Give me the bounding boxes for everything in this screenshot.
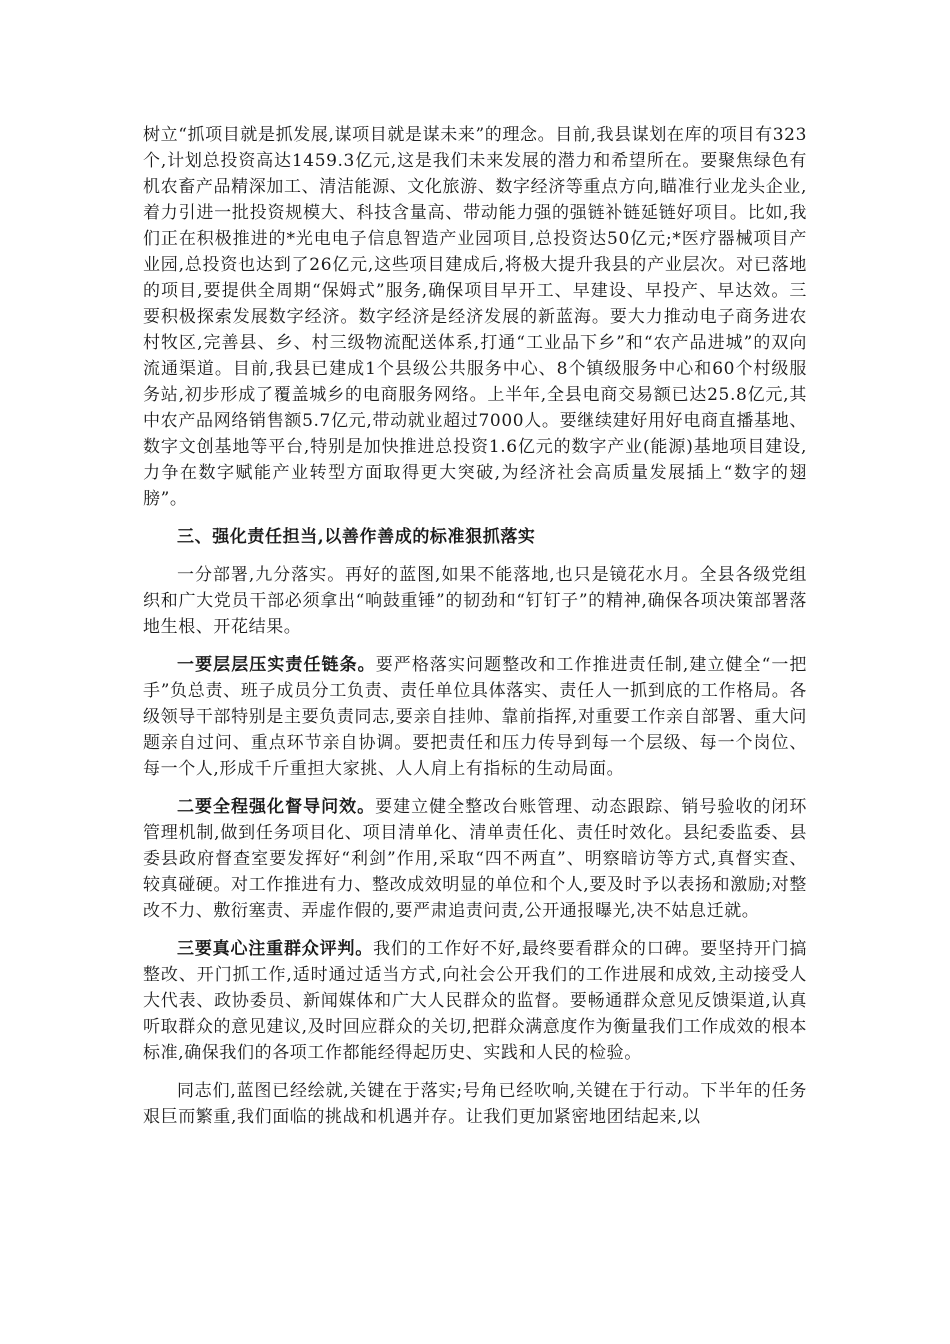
paragraph-lead: 三要真心注重群众评判。 <box>177 939 374 959</box>
paragraph-implementation: 一分部署,九分落实。再好的蓝图,如果不能落地,也只是镜花水月。全县各级党组织和广大党员干部必须拿出“响鼓重锤”的韧劲和“钉钉子”的精神,确保各项决策部署落地生根、开花结果。 <box>143 565 807 637</box>
paragraph-supervision <box>143 794 807 924</box>
paragraph-body: 我们的工作好不好,最终要看群众的口碑。要坚持开门搞整改、开门抓工作,适时通过适当方式,向社会公开我们的工作进展和成效,主动接受人大代表、政协委员、新闻媒体和广大人民群众的监督。要畅通群众意见反馈渠道,认真听取群众的意见建议,及时回应群众的关切,把群众满意度作为衡量我们工作成效的根本标准,确保我们的各项工作都能经得起历史、实践和人民的检验。 <box>143 939 808 1063</box>
document-page <box>143 122 807 1142</box>
paragraph-public-evaluation <box>143 936 807 1066</box>
section-heading-3: 三、强化责任担当,以善作善成的标准狠抓落实 <box>177 527 536 547</box>
paragraph-lead: 一要层层压实责任链条。 <box>177 655 376 675</box>
paragraph-closing: 同志们,蓝图已经绘就,关键在于落实;号角已经吹响,关键在于行动。下半年的任务艰巨而繁重,我们面临的挑战和机遇并存。让我们更加紧密地团结起来,以 <box>143 1081 807 1127</box>
paragraph-projects: 树立“抓项目就是抓发展,谋项目就是谋未来”的理念。目前,我县谋划在库的项目有323个,计划总投资高达1459.3亿元,这是我们未来发展的潜力和希望所在。要聚焦绿色有机农畜产品精深加工、清洁能源、文化旅游、数字经济等重点方向,瞄准行业龙头企业,着力引进一批投资规模大、科技含量高、带动能力强的强链补链延链好项目。比如,我们正在积极推进的*光电电子信息智造产业园项目,总投资达50亿元;*医疗器械项目产业园,总投资也达到了26亿元,这些项目建成后,将极大提升我县的产业层次。对已落地的项目,要提供全周期“保姆式”服务,确保项目早开工、早建设、早投产、早达效。三要积极探索发展数字经济。数字经济是经济发展的新蓝海。要大力推动电子商务进农村牧区,完善县、乡、村三级物流配送体系,打通“工业品下乡”和“农产品进城”的双向流通渠道。目前,我县已建成1个县级公共服务中心、8个镇级服务中心和60个村级服务站,初步形成了覆盖城乡的电商服务网络。上半年,全县电商交易额已达25.8亿元,其中农产品网络销售额5.7亿元,带动就业超过7000人。要继续建好用好电商直播基地、数字文创基地等平台,特别是加快推进总投资1.6亿元的数字产业(能源)基地项目建设,力争在数字赋能产业转型方面取得更大突破,为经济社会高质量发展插上“数字的翅膀”。 <box>143 125 807 509</box>
paragraph-body: 要建立健全整改台账管理、动态跟踪、销号验收的闭环管理机制,做到任务项目化、项目清单化、清单责任化、责任时效化。县纪委监委、县委县政府督查室要发挥好“利剑”作用,采取“四不两直”、明察暗访等方式,真督实查、较真碰硬。对工作推进有力、整改成效明显的单位和个人,要及时予以表扬和激励;对整改不力、敷衍塞责、弄虚作假的,要严肃追责问责,公开通报曝光,决不姑息迁就。 <box>143 797 807 921</box>
paragraph-responsibility <box>143 652 807 782</box>
paragraph-body: 要严格落实问题整改和工作推进责任制,建立健全“一把手”负总责、班子成员分工负责、责任单位具体落实、责任人一抓到底的工作格局。各级领导干部特别是主要负责同志,要亲自挂帅、靠前指挥,对重要工作亲自部署、重大问题亲自过问、重点环节亲自协调。要把责任和压力传导到每一个层级、每一个岗位、每一个人,形成千斤重担大家挑、人人肩上有指标的生动局面。 <box>143 655 808 779</box>
paragraph-lead: 二要全程强化督导问效。 <box>177 797 376 817</box>
